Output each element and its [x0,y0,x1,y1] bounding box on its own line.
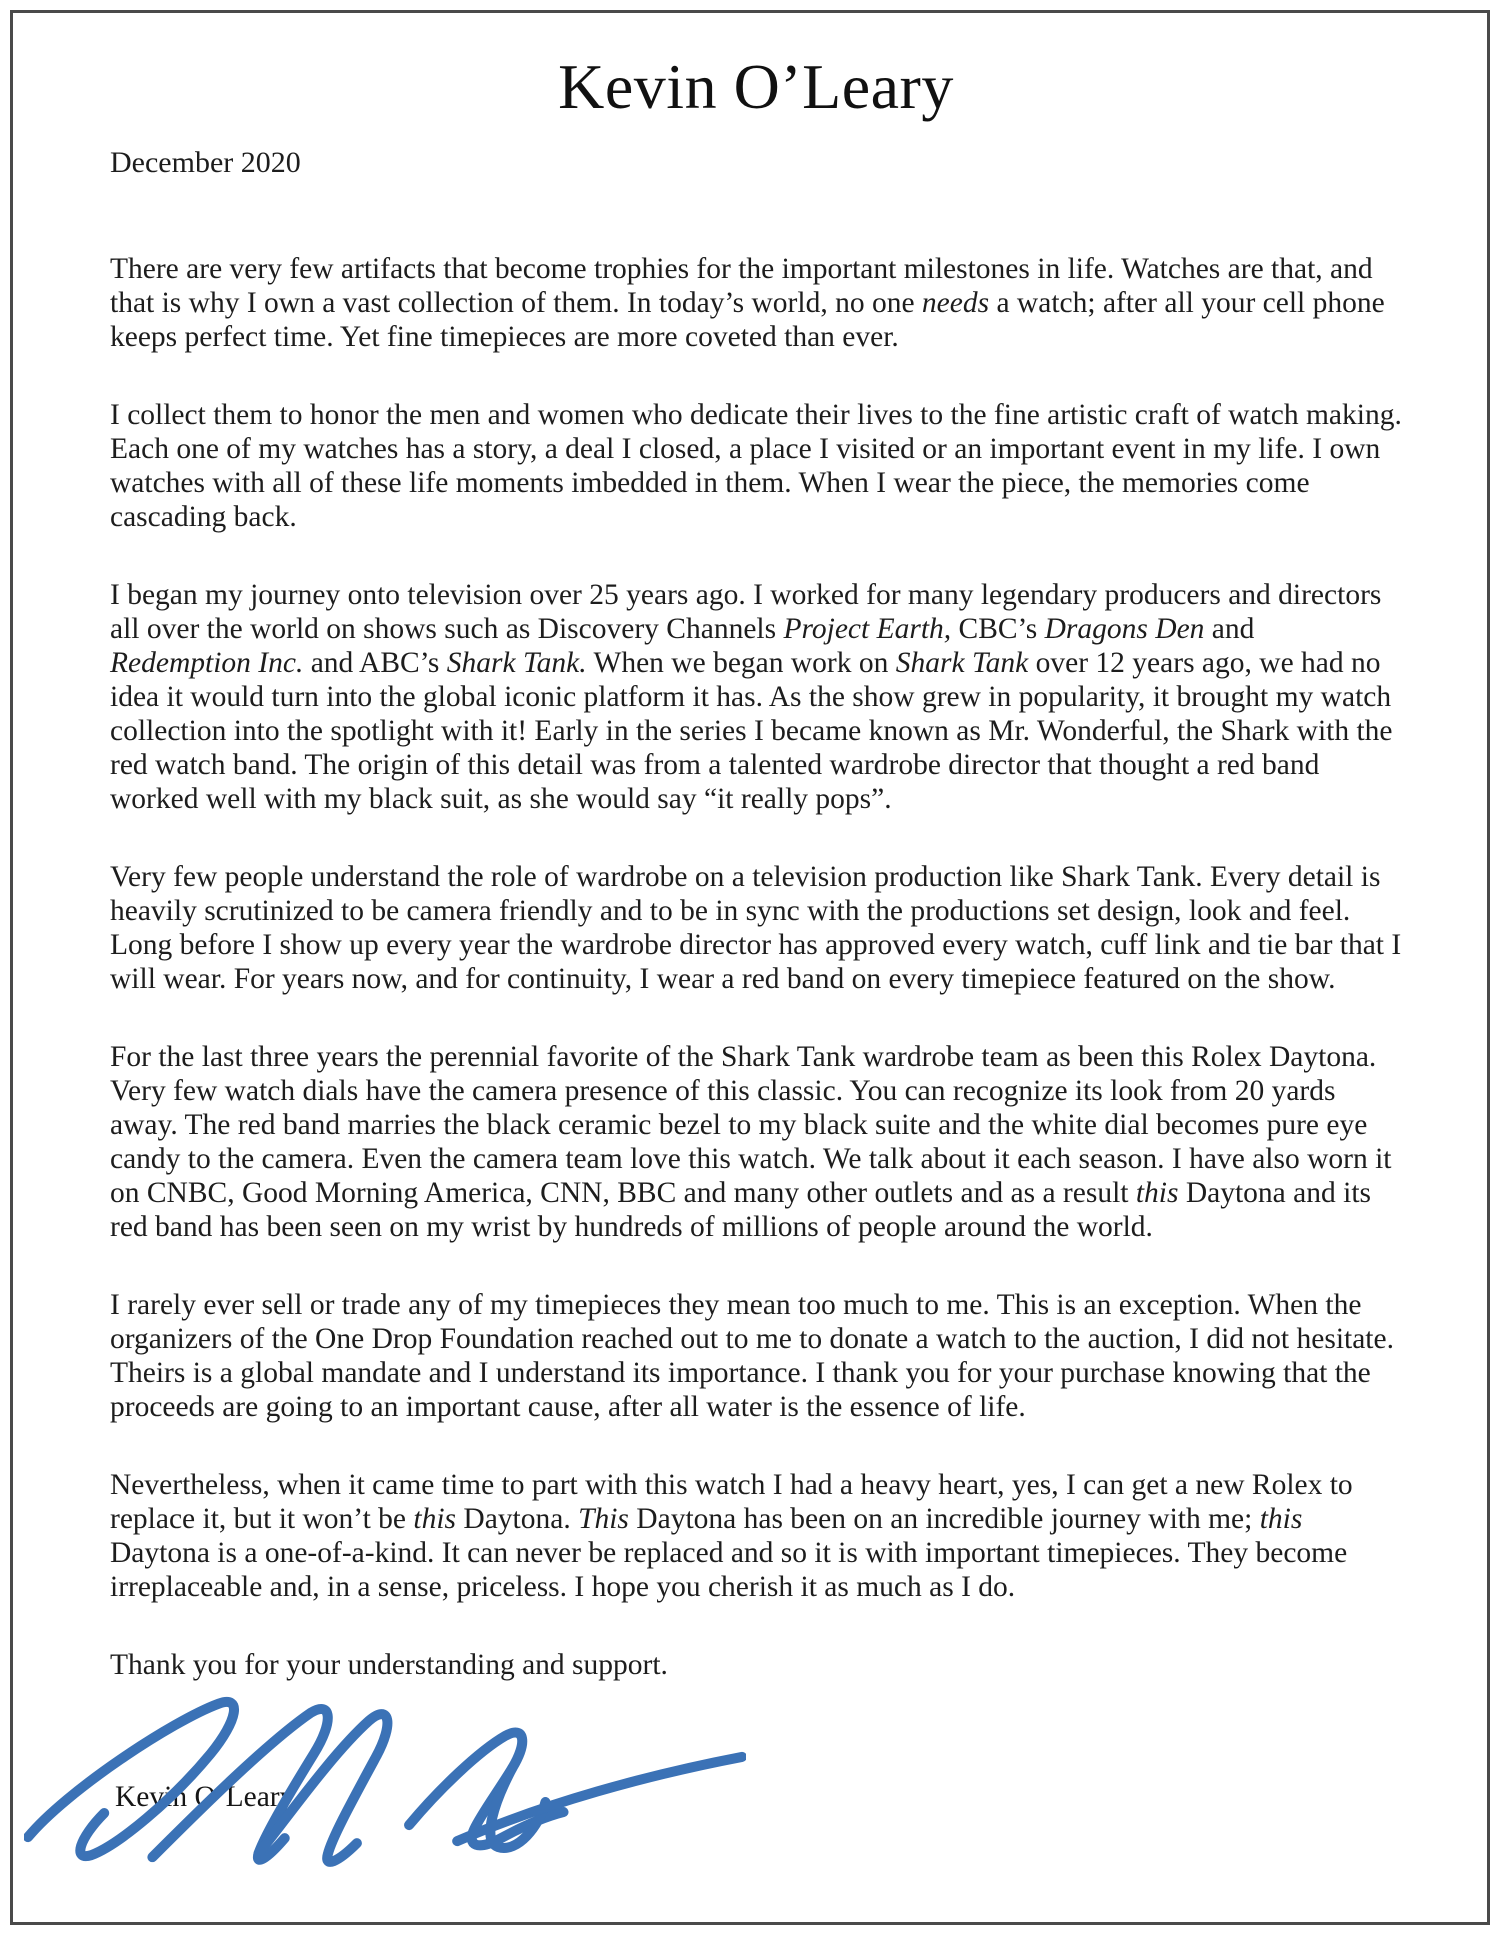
letter-paragraph: Thank you for your understanding and support. [110,1649,668,1682]
letter-body [110,252,1402,1682]
signer-name: Kevin O’Leary [115,1781,295,1814]
letter-content [110,52,1402,1918]
letter-title: Kevin O’Leary [558,51,954,122]
letter-paragraph: There are very few artifacts that become trophies for the important milestones in life. Watches are that, and that is why I own a vast collection of them. In today’s world, no one needs a watch; after all your cell phone keeps perfect time. Yet fine timepieces are more coveted than ever. [110,253,1385,354]
letter-paragraph: I began my journey onto television over 25 years ago. I worked for many legendary producers and directors all over the world on shows such as Discovery Channels Project Earth, CBC’s Dragons Den and Redemption Inc. and ABC’s Shark Tank. When we began work on Shark Tank over 12 years ago, we had no idea it would turn into the global iconic platform it has. As the show grew in popularity, it brought my watch collection into the spotlight with it! Early in the series I became known as Mr. Wonderful, the Shark with the red watch band. The origin of this detail was from a talented wardrobe director that thought a red band worked well with my black suit, as she would say “it really pops”. [110,579,1393,816]
signature-block [110,1708,1402,1918]
letter-paragraph: I collect them to honor the men and women who dedicate their lives to the fine artistic craft of watch making. Each one of my watches has a story, a deal I closed, a place I visited or an important event in my life. I own watches with all of these life moments imbedded in them. When I wear the piece, the memories come cascading back. [110,399,1402,534]
letter-paragraph: Very few people understand the role of wardrobe on a television production like Shark Tank. Every detail is heavily scrutinized to be camera friendly and to be in sync with the productions set design, look and feel. Long before I show up every year the wardrobe director has approved every watch, cuff link and tie bar that I will wear. For years now, and for continuity, I wear a red band on every timepiece featured on the show. [110,861,1402,996]
letter-date: December 2020 [110,146,301,180]
letter-paragraph: I rarely ever sell or trade any of my timepieces they mean too much to me. This is an exception. When the organizers of the One Drop Foundation reached out to me to donate a watch to the auction, I did not hesitate. Theirs is a global mandate and I understand its importance. I thank you for your purchase knowing that the proceeds are going to an important cause, after all water is the essence of life. [110,1289,1394,1424]
letter-paragraph: Nevertheless, when it came time to part with this watch I had a heavy heart, yes, I can get a new Rolex to replace it, but it won’t be this Daytona. This Daytona has been on an incredible journey with me; this Daytona is a one-of-a-kind. It can never be replaced and so it is with important timepieces. They become irreplaceable and, in a sense, priceless. I hope you cherish it as much as I do. [110,1469,1353,1604]
letter-paragraph: For the last three years the perennial favorite of the Shark Tank wardrobe team as been this Rolex Daytona. Very few watch dials have the camera presence of this classic. You can recognize its look from 20 yards away. The red band marries the black ceramic bezel to my black suite and the white dial becomes pure eye candy to the camera. Even the camera team love this watch. We talk about it each season. I have also worn it on CNBC, Good Morning America, CNN, BBC and many other outlets and as a result this Daytona and its red band has been seen on my wrist by hundreds of millions of people around the world. [110,1041,1392,1244]
